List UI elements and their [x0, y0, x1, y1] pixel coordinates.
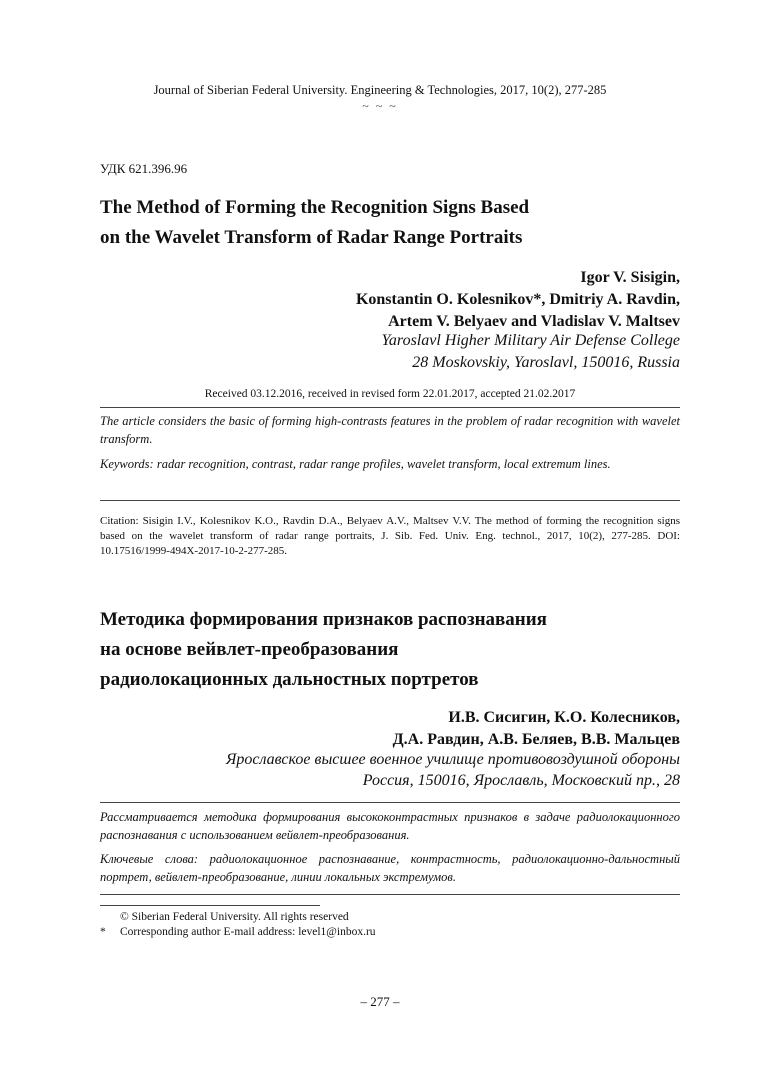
- russian-title: [100, 605, 700, 695]
- russian-author-line: Д.А. Равдин, А.В. Беляев, В.В. Мальцев: [392, 731, 680, 748]
- english-author-line: Konstantin O. Kolesnikov*, Dmitriy A. Ravdin,: [355, 291, 680, 308]
- received-dates: Received 03.12.2016, received in revised form 22.01.2017, accepted 21.02.2017: [204, 388, 576, 400]
- english-affiliation-line: Yaroslavl Higher Military Air Defense College: [381, 332, 680, 349]
- footnote-corresponding: [100, 925, 680, 940]
- russian-affiliation-line: Россия, 150016, Ярославль, Московский пр., 28: [362, 772, 680, 789]
- russian-title-line: на основе вейвлет-преобразования: [100, 639, 399, 660]
- english-keywords: Keywords: radar recognition, contrast, radar range profiles, wavelet transform, local extremum lines.: [100, 457, 611, 471]
- russian-abstract: Рассматривается методика формирования высококонтрастных признаков в задаче радиолокационного распознавания с использованием вейвлет-преобразования.: [100, 810, 680, 842]
- copyright-text: © Siberian Federal University. All rights reserved: [120, 911, 349, 923]
- abstract-top-rule: [100, 407, 680, 408]
- english-author-line: Artem V. Belyaev and Vladislav V. Maltsev: [388, 313, 680, 330]
- page-number: – 277 –: [360, 994, 400, 1009]
- russian-authors: [393, 707, 680, 751]
- header-ornament: ~ ~ ~: [362, 99, 398, 113]
- footnote-rule: [100, 905, 320, 906]
- russian-author-line: И.В. Сисигин, К.О. Колесников,: [448, 709, 680, 726]
- english-authors: [356, 267, 680, 333]
- english-title-line: The Method of Forming the Recognition Signs Based: [100, 197, 530, 218]
- english-affiliation-line: 28 Moskovskiy, Yaroslavl, 150016, Russia: [412, 354, 680, 371]
- russian-affiliation: [226, 749, 680, 791]
- russian-keywords: Ключевые слова: радиолокационное распознавание, контрастность, радиолокационно-дальностный портрет, вейвлет-преобразование, линии локальных экстремумов.: [100, 852, 680, 884]
- journal-header: Journal of Siberian Federal University. Engineering & Technologies, 2017, 10(2), 277-285: [153, 83, 607, 97]
- russian-affiliation-line: Ярославское высшее военное училище противовоздушной обороны: [225, 751, 680, 768]
- citation: Citation: Sisigin I.V., Kolesnikov K.O., Ravdin D.A., Belyaev A.V., Maltsev V.V. The method of forming the recognition signs based on the wavelet transform of radar range portraits, J. Sib. Fed. Univ. Eng. technol., 2017, 10(2), 277-285. DOI: 10.17516/1999-494X-2017-10-2-277-285.: [100, 515, 680, 557]
- footnote-copyright: [100, 910, 680, 925]
- english-title-line: on the Wavelet Transform of Radar Range Portraits: [100, 227, 523, 248]
- citation-top-rule: [100, 500, 680, 501]
- udk-code: УДК 621.396.96: [100, 161, 188, 176]
- russian-bottom-rule: [100, 894, 680, 895]
- russian-abstract-rule: [100, 802, 680, 803]
- english-affiliation: [382, 330, 681, 374]
- english-title: [100, 193, 700, 253]
- russian-title-line: радиолокационных дальностных портретов: [100, 669, 479, 690]
- footnote-star: *: [100, 926, 106, 938]
- english-abstract: The article considers the basic of forming high-contrasts features in the problem of radar recognition with wavelet transform.: [100, 414, 680, 446]
- english-author-line: Igor V. Sisigin,: [580, 269, 680, 286]
- russian-title-line: Методика формирования признаков распознавания: [100, 609, 547, 630]
- corresponding-email: Corresponding author E-mail address: level1@inbox.ru: [120, 926, 376, 938]
